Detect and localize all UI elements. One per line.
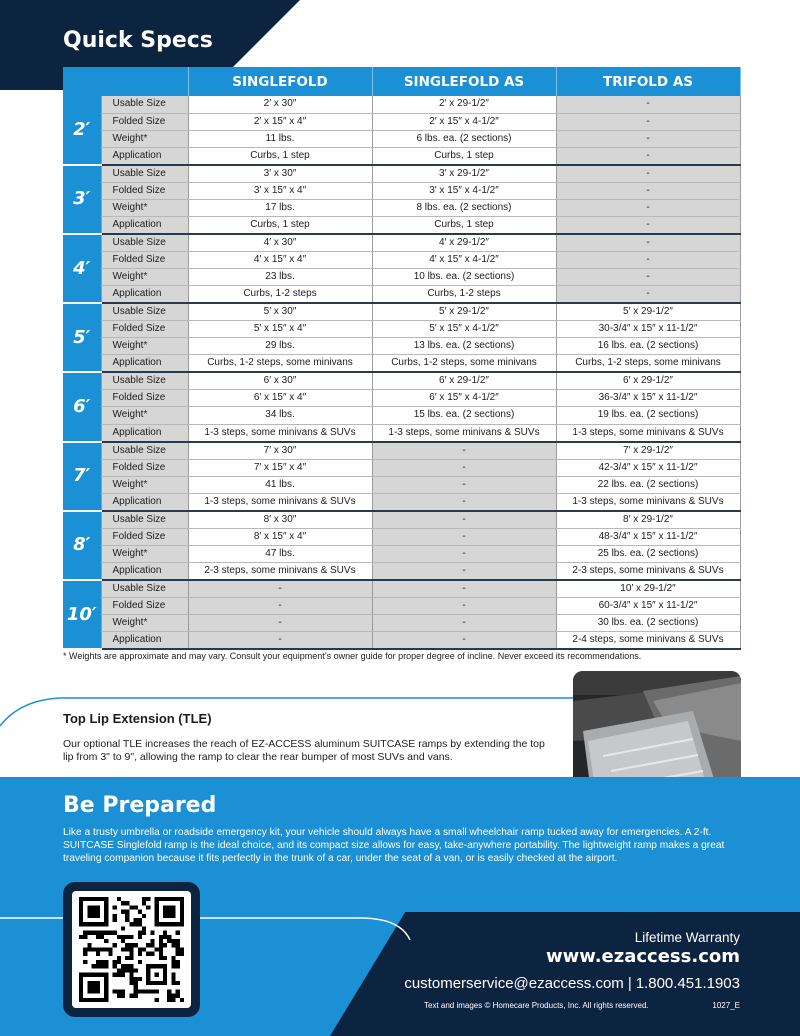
ramp-length-label: 3′ [63,165,101,234]
spec-value: Curbs, 1 step [188,147,372,165]
column-header: TRIFOLD AS [556,67,740,96]
spec-value: - [556,147,740,165]
spec-value: 7′ x 29-1/2″ [556,442,740,460]
spec-label: Weight* [101,476,188,493]
be-prepared-title: Be Prepared [63,793,217,818]
spec-value: 1-3 steps, some minivans & SUVs [188,493,372,511]
table-row [63,424,740,442]
spec-value: 23 lbs. [188,269,372,286]
spec-value: - [556,96,740,113]
spec-value: 6 lbs. ea. (2 sections) [372,130,556,147]
spec-value: - [372,476,556,493]
table-row [63,493,740,511]
spec-value: 2-3 steps, some minivans & SUVs [188,562,372,580]
spec-value: 5′ x 29-1/2″ [556,303,740,321]
table-row [63,303,740,321]
spec-value: 8′ x 30″ [188,511,372,529]
spec-value: 3′ x 15″ x 4″ [188,182,372,199]
spec-label: Usable Size [101,372,188,390]
spec-value: 1-3 steps, some minivans & SUVs [188,424,372,442]
spec-value: 8′ x 15″ x 4″ [188,528,372,545]
table-row [63,355,740,373]
spec-label: Usable Size [101,234,188,252]
spec-value: 60-3/4″ x 15″ x 11-1/2″ [556,597,740,614]
spec-value: 4′ x 29-1/2″ [372,234,556,252]
spec-label: Folded Size [101,113,188,130]
spec-value: 2′ x 15″ x 4″ [188,113,372,130]
ramp-length-label: 4′ [63,234,101,303]
qr-code[interactable] [63,882,200,1017]
spec-value: - [556,216,740,234]
warranty-label: Lifetime Warranty [634,930,740,945]
spec-label: Folded Size [101,459,188,476]
spec-value: 5′ x 29-1/2″ [372,303,556,321]
spec-value: 13 lbs. ea. (2 sections) [372,338,556,355]
spec-value: 30-3/4″ x 15″ x 11-1/2″ [556,321,740,338]
spec-label: Application [101,355,188,373]
contact-line [404,975,740,992]
be-prepared-description: Like a trusty umbrella or roadside emergency kit, your vehicle should always have a small wheelchair ramp tucked away for emergencies. A 2-ft. SUITCASE Singlefold ramp is the ideal choice, and its compact size allows for easy, take-anywhere portability. The lightweight ramp makes a great traveling companion because it fits perfectly in the trunk of a car, under the seat of a van, or is easily checked at the airport. [63,827,725,864]
spec-value: 1-3 steps, some minivans & SUVs [556,493,740,511]
table-corner [63,67,188,96]
ramp-length-label: 2′ [63,96,101,165]
spec-value: - [556,251,740,268]
copyright-text: Text and images © Homecare Products, Inc. All rights reserved. [424,1001,649,1010]
table-row [63,269,740,286]
spec-value: 6′ x 30″ [188,372,372,390]
spec-value: 1-3 steps, some minivans & SUVs [556,424,740,442]
spec-value: 8′ x 29-1/2″ [556,511,740,529]
spec-value: - [372,511,556,529]
spec-value: - [188,632,372,650]
table-row [63,321,740,338]
table-row [63,632,740,650]
spec-label: Usable Size [101,96,188,113]
spec-value: - [556,165,740,183]
spec-value: 25 lbs. ea. (2 sections) [556,545,740,562]
column-header: SINGLEFOLD AS [372,67,556,96]
spec-value: 36-3/4″ x 15″ x 11-1/2″ [556,390,740,407]
spec-value: 1-3 steps, some minivans & SUVs [372,424,556,442]
table-row [63,511,740,529]
spec-value: Curbs, 1-2 steps, some minivans [556,355,740,373]
table-row [63,147,740,165]
spec-value: 16 lbs. ea. (2 sections) [556,338,740,355]
spec-value: - [188,597,372,614]
spec-value: - [372,528,556,545]
table-row [63,407,740,424]
spec-value: - [556,234,740,252]
column-header: SINGLEFOLD [188,67,372,96]
spec-value: 6′ x 29-1/2″ [372,372,556,390]
spec-label: Folded Size [101,528,188,545]
spec-label: Weight* [101,407,188,424]
spec-label: Application [101,493,188,511]
spec-label: Application [101,424,188,442]
tle-description: Our optional TLE increases the reach of EZ-ACCESS aluminum SUITCASE ramps by extending the top lip from 3" to 9", allowing the ramp to clear the rear bumper of most SUVs and vans. [63,738,545,763]
spec-value: - [556,113,740,130]
spec-value: - [556,199,740,216]
spec-value: 2-4 steps, some minivans & SUVs [556,632,740,650]
spec-label: Folded Size [101,251,188,268]
spec-label: Weight* [101,545,188,562]
spec-label: Weight* [101,199,188,216]
table-row [63,165,740,183]
spec-value: 41 lbs. [188,476,372,493]
table-row [63,476,740,493]
table-row [63,338,740,355]
table-row [63,251,740,268]
table-row [63,113,740,130]
table-row [63,216,740,234]
spec-label: Application [101,562,188,580]
spec-value: 2′ x 15″ x 4-1/2″ [372,113,556,130]
spec-value: 34 lbs. [188,407,372,424]
document-code: 1027_E [712,1001,740,1010]
specs-table [63,67,741,650]
table-row [63,130,740,147]
table-row [63,372,740,390]
spec-value: 30 lbs. ea. (2 sections) [556,615,740,632]
spec-label: Folded Size [101,321,188,338]
spec-value: 8 lbs. ea. (2 sections) [372,199,556,216]
spec-value: Curbs, 1 step [372,147,556,165]
spec-value: - [556,130,740,147]
spec-value: 4′ x 15″ x 4″ [188,251,372,268]
spec-value: 4′ x 15″ x 4-1/2″ [372,251,556,268]
spec-label: Weight* [101,130,188,147]
spec-value: 10′ x 29-1/2″ [556,580,740,598]
spec-value: 5′ x 30″ [188,303,372,321]
spec-label: Weight* [101,615,188,632]
table-row [63,597,740,614]
spec-label: Usable Size [101,165,188,183]
tle-title: Top Lip Extension (TLE) [63,711,212,726]
table-row [63,390,740,407]
email-link[interactable]: customerservice@ezaccess.com [404,975,624,992]
spec-value: 15 lbs. ea. (2 sections) [372,407,556,424]
contact-separator: | [627,975,632,992]
spec-value: 42-3/4″ x 15″ x 11-1/2″ [556,459,740,476]
spec-value: 7′ x 30″ [188,442,372,460]
spec-label: Application [101,147,188,165]
spec-value: - [372,580,556,598]
spec-value: 7′ x 15″ x 4″ [188,459,372,476]
ramp-length-label: 7′ [63,442,101,511]
spec-label: Weight* [101,338,188,355]
spec-value: 10 lbs. ea. (2 sections) [372,269,556,286]
spec-value: 17 lbs. [188,199,372,216]
spec-value: 6′ x 15″ x 4″ [188,390,372,407]
spec-value: - [556,182,740,199]
table-row [63,286,740,304]
spec-value: Curbs, 1 step [188,216,372,234]
ramp-length-label: 8′ [63,511,101,580]
ramp-length-label: 5′ [63,303,101,372]
table-row [63,528,740,545]
spec-value: 5′ x 15″ x 4″ [188,321,372,338]
spec-value: 3′ x 15″ x 4-1/2″ [372,182,556,199]
table-row [63,459,740,476]
spec-value: 2′ x 30″ [188,96,372,113]
qr-code-icon [78,897,185,1002]
spec-value: - [372,597,556,614]
spec-value: - [188,580,372,598]
ramp-length-label: 10′ [63,580,101,649]
website-link[interactable]: www.ezaccess.com [545,946,740,967]
spec-value: 6′ x 15″ x 4-1/2″ [372,390,556,407]
spec-value: - [372,545,556,562]
spec-label: Application [101,216,188,234]
spec-value: 2-3 steps, some minivans & SUVs [556,562,740,580]
table-row [63,562,740,580]
phone-link[interactable]: 1.800.451.1903 [635,975,740,992]
spec-label: Folded Size [101,390,188,407]
table-row [63,615,740,632]
spec-value: Curbs, 1 step [372,216,556,234]
table-row [63,580,740,598]
spec-label: Folded Size [101,597,188,614]
footnote: * Weights are approximate and may vary. Consult your equipment’s owner guide for proper degree of incline. Never exceed its recommendations. [63,651,642,661]
spec-value: 22 lbs. ea. (2 sections) [556,476,740,493]
table-row [63,199,740,216]
spec-label: Application [101,632,188,650]
spec-value: Curbs, 1-2 steps, some minivans [372,355,556,373]
page-title: Quick Specs [63,28,213,53]
spec-value: - [372,442,556,460]
spec-value: Curbs, 1-2 steps [188,286,372,304]
spec-value: 29 lbs. [188,338,372,355]
spec-value: 3′ x 30″ [188,165,372,183]
spec-value: Curbs, 1-2 steps, some minivans [188,355,372,373]
table-row [63,182,740,199]
spec-value: - [188,615,372,632]
spec-value: - [372,632,556,650]
spec-value: Curbs, 1-2 steps [372,286,556,304]
spec-value: 48-3/4″ x 15″ x 11-1/2″ [556,528,740,545]
spec-value: 47 lbs. [188,545,372,562]
spec-value: - [556,286,740,304]
spec-label: Folded Size [101,182,188,199]
table-header-row [63,67,740,96]
table-row [63,545,740,562]
spec-label: Usable Size [101,442,188,460]
spec-value: 4′ x 30″ [188,234,372,252]
spec-value: - [372,562,556,580]
spec-value: 6′ x 29-1/2″ [556,372,740,390]
spec-value: 5′ x 15″ x 4-1/2″ [372,321,556,338]
spec-label: Usable Size [101,580,188,598]
spec-value: 11 lbs. [188,130,372,147]
ramp-length-label: 6′ [63,372,101,441]
spec-value: 3′ x 29-1/2″ [372,165,556,183]
spec-value: - [372,493,556,511]
spec-label: Application [101,286,188,304]
spec-value: - [372,459,556,476]
spec-label: Usable Size [101,303,188,321]
table-row [63,234,740,252]
spec-value: 19 lbs. ea. (2 sections) [556,407,740,424]
spec-value: 2′ x 29-1/2″ [372,96,556,113]
spec-label: Weight* [101,269,188,286]
table-body [63,96,740,649]
table-row [63,96,740,113]
table-row [63,442,740,460]
spec-value: - [556,269,740,286]
spec-value: - [372,615,556,632]
spec-label: Usable Size [101,511,188,529]
